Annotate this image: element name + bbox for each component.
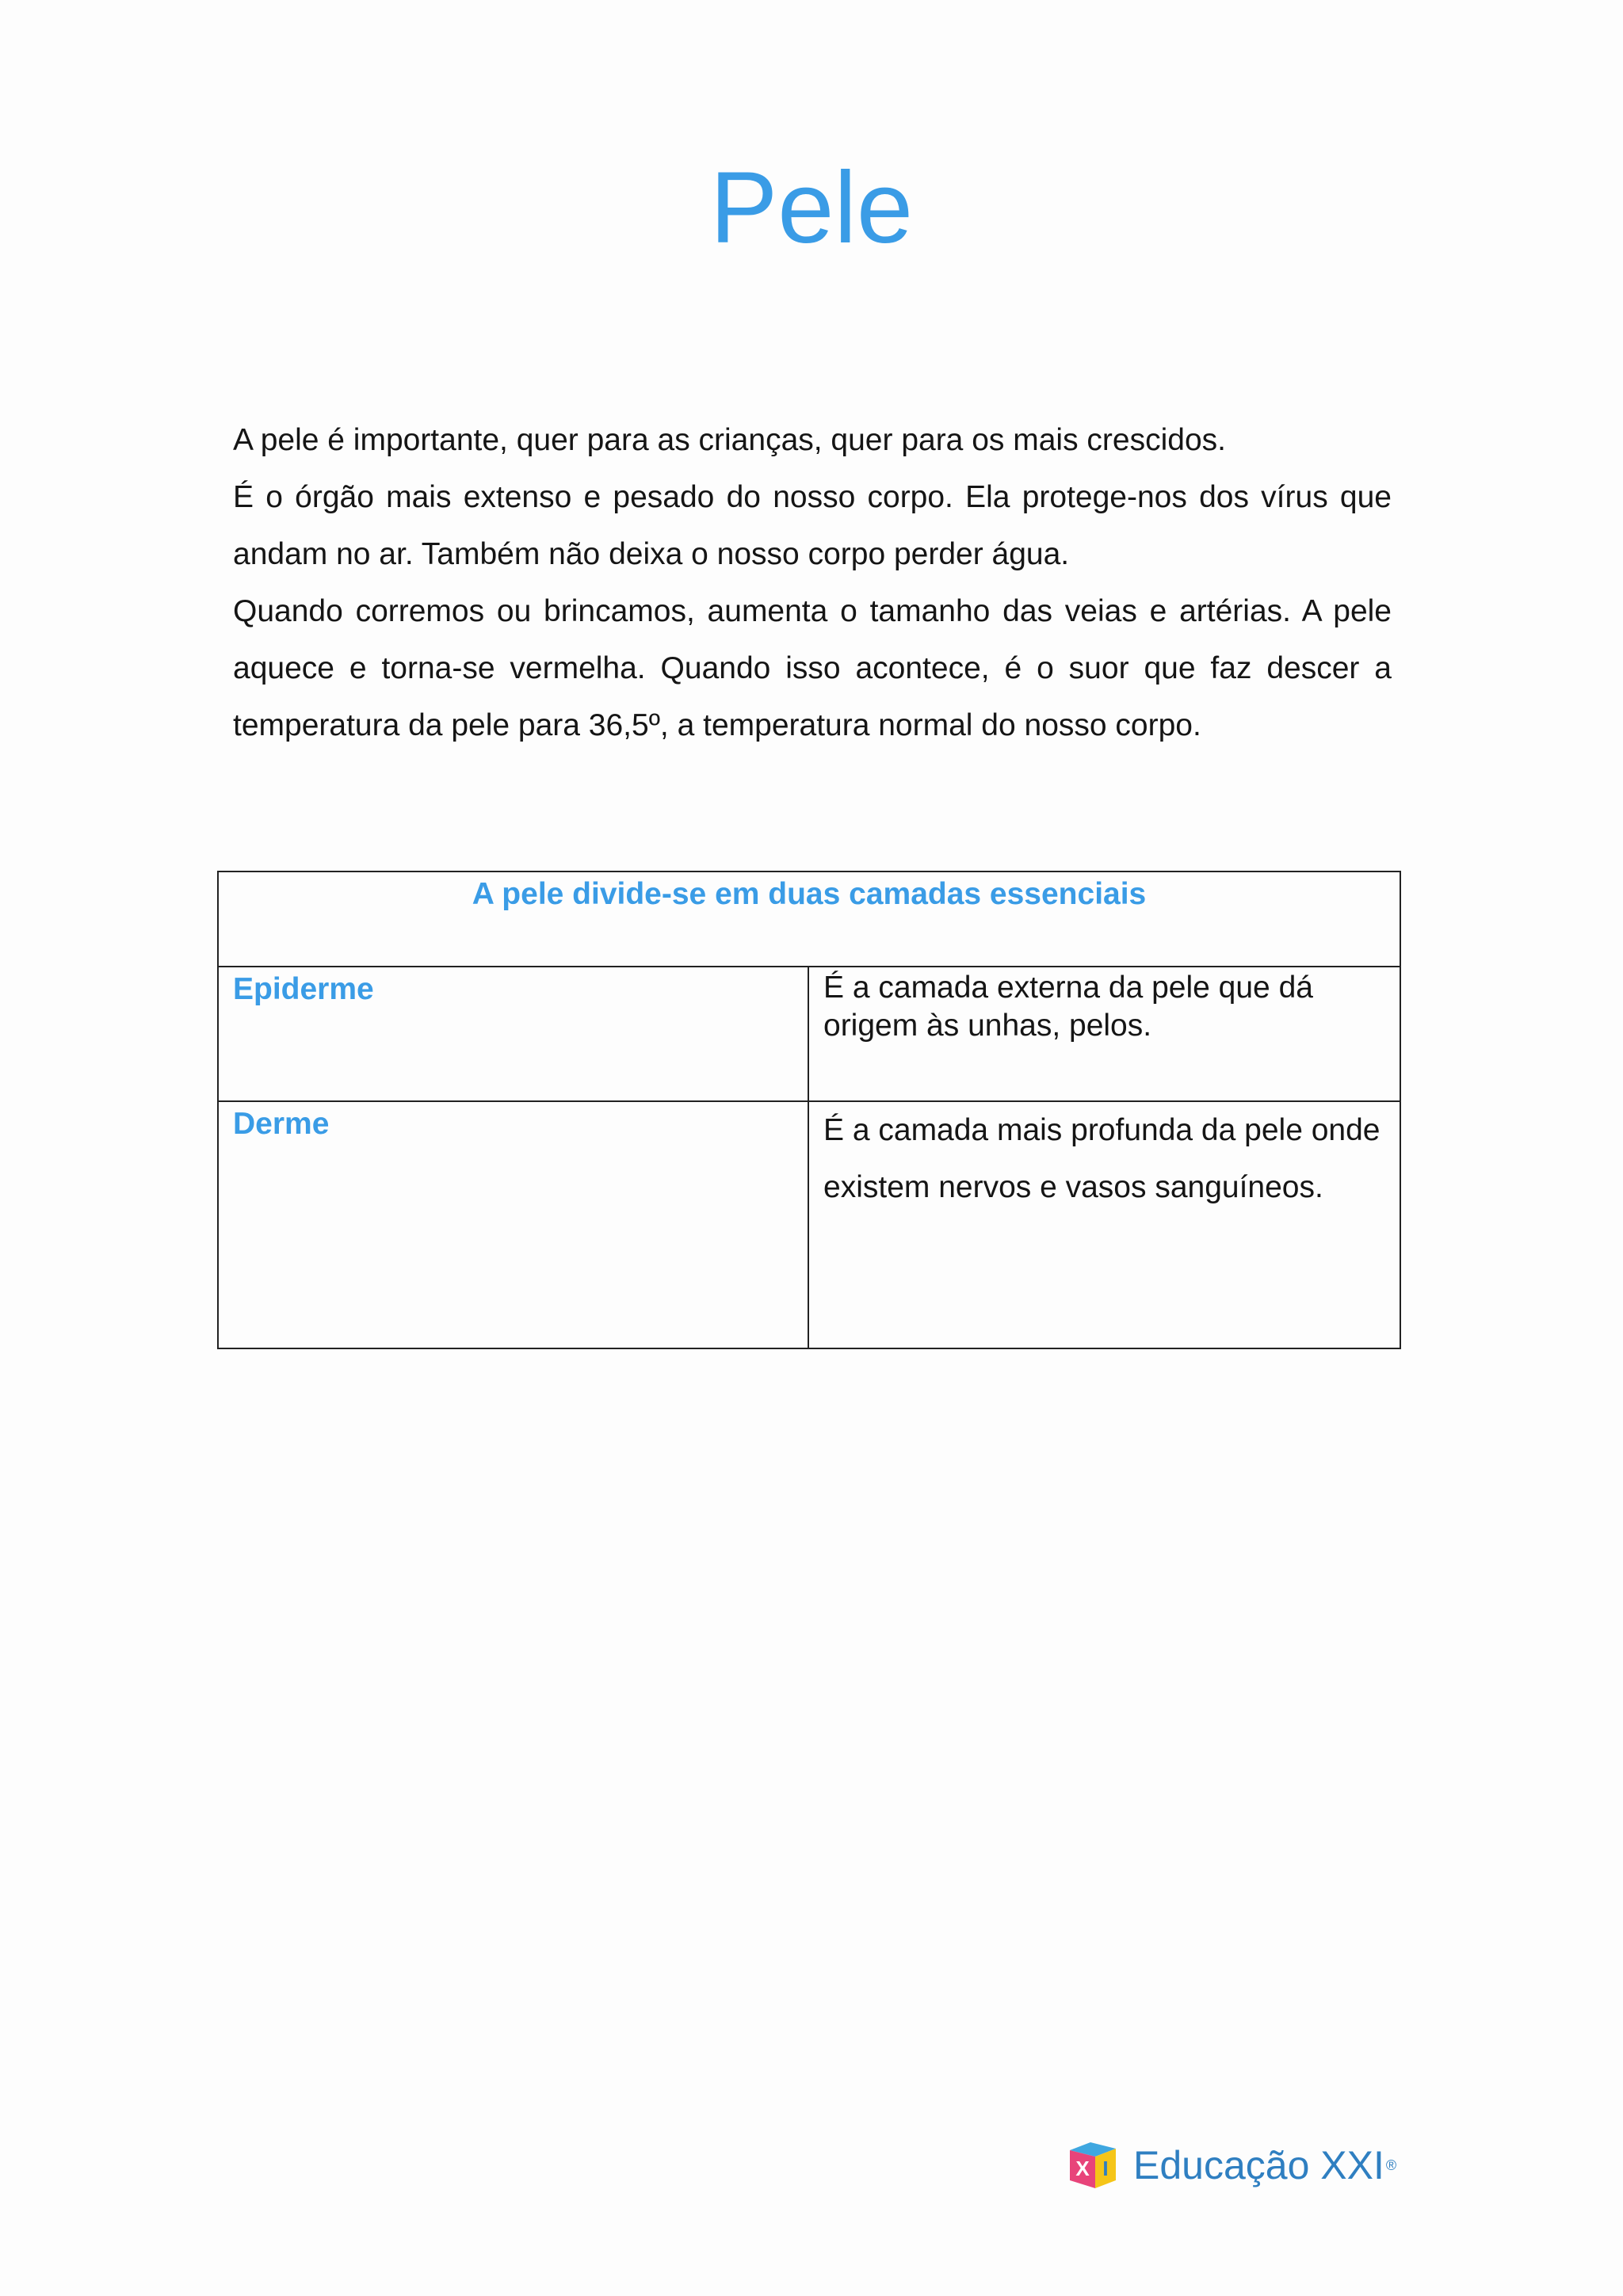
skin-layers-table: [217, 871, 1401, 1349]
svg-text:I: I: [1102, 2157, 1109, 2180]
table-header-label: A pele divide-se em duas camadas essenciais: [472, 877, 1147, 911]
xxi-cube-logo-icon: [1067, 2139, 1119, 2191]
paragraph-3: Quando corremos ou brincamos, aumenta o tamanho das veias e artérias. A pele aquece e torna-se vermelha. Quando isso acontece, é o suor que faz descer a temperatura da pele para 36,5º, a temperatura normal do nosso corpo.: [233, 594, 1392, 742]
table-header-row: [218, 871, 1400, 967]
term-derme: Derme: [218, 1101, 808, 1348]
body-text: [233, 412, 1392, 754]
paragraph-1: A pele é importante, quer para as crianças, quer para os mais crescidos.: [233, 423, 1226, 457]
definition-derme: É a camada mais profunda da pele onde existem nervos e vasos sanguíneos.: [808, 1101, 1400, 1348]
registered-mark: ®: [1385, 2157, 1397, 2173]
term-epiderme: Epiderme: [218, 967, 808, 1101]
svg-text:X: X: [1075, 2157, 1090, 2180]
definition-epiderme: É a camada externa da pele que dá origem às unhas, pelos.: [808, 967, 1400, 1101]
table-row: [218, 967, 1400, 1101]
paragraph-2: É o órgão mais extenso e pesado do nosso corpo. Ela protege-nos dos vírus que andam no ar. Também não deixa o nosso corpo perder água.: [233, 480, 1392, 571]
table-row: [218, 1101, 1400, 1348]
page-title: Pele: [709, 151, 914, 265]
brand-name: Educação XXI: [1133, 2143, 1384, 2187]
brand-footer: [1067, 2138, 1396, 2193]
table-header: [218, 871, 1400, 967]
